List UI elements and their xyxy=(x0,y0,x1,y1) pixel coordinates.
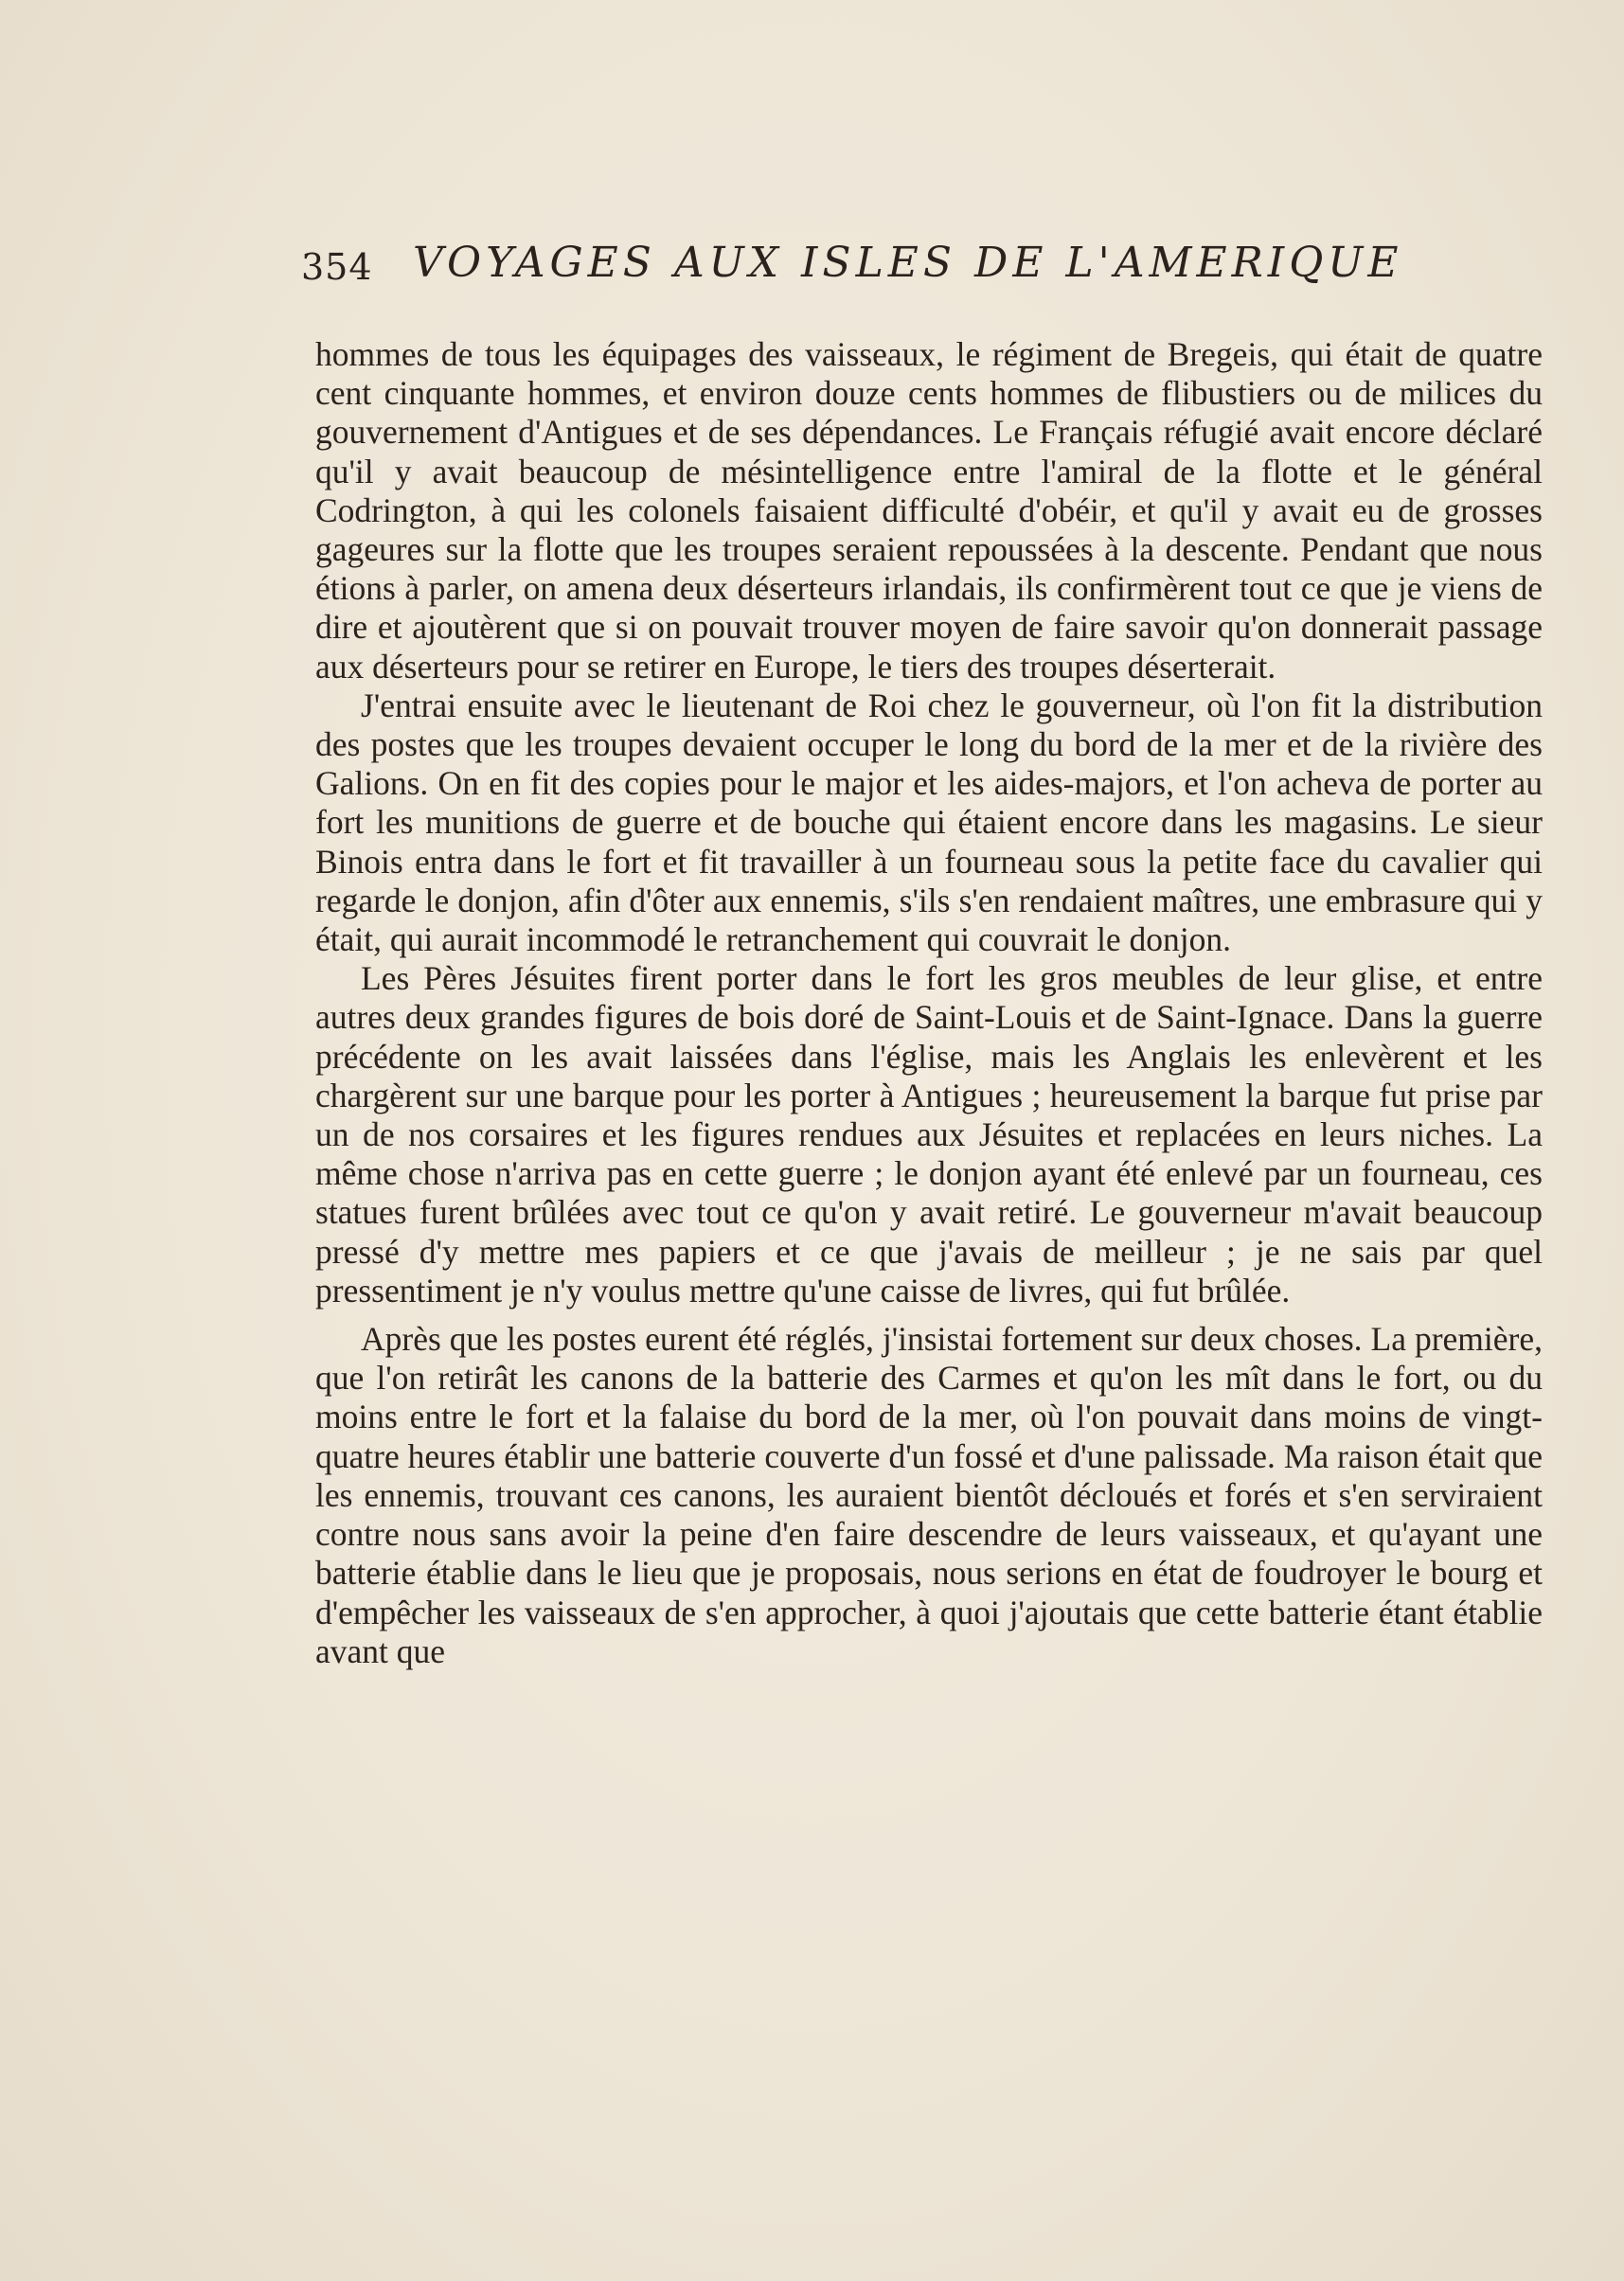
paragraph-4: Après que les postes eurent été réglés, j'insistai fortement sur deux choses. La première, que l'on retirât les canons de la batterie des Carmes et qu'on les mît dans le fort, ou du moins entre le fort et la falaise du bord de la mer, où l'on pouvait dans moins de vingt-quatre heures établir une batterie couverte d'un fossé et d'une palissade. Ma raison était que les ennemis, trouvant ces canons, les auraient bientôt décloués et forés et s'en serviraient contre nous sans avoir la peine d'en faire descendre de leurs vaisseaux, et qu'ayant une batterie établie dans le lieu que je proposais, nous serions en état de foudroyer le bourg et d'empêcher les vaisseaux de s'en approcher, à quoi j'ajoutais que cette batterie étant établie avant que xyxy=(315,1320,1543,1670)
paragraph-3: Les Pères Jésuites firent porter dans le fort les gros meubles de leur glise, et entre autres deux grandes figures de bois doré de Saint-Louis et de Saint-Ignace. Dans la guerre précédente on les avait laissées dans l'église, mais les Anglais les enlevèrent et les chargèrent sur une barque pour les porter à Antigues ; heureusement la barque fut prise par un de nos corsaires et les figures rendues aux Jésuites et replacées en leurs niches. La même chose n'arriva pas en cette guerre ; le donjon ayant été enlevé par un fourneau, ces statues furent brûlées avec tout ce qu'on y avait retiré. Le gouverneur m'avait beaucoup pressé d'y mettre mes papiers et ce que j'avais de meilleur ; je ne sais par quel pressentiment je n'y voulus mettre qu'une caisse de livres, qui fut brûlée. xyxy=(315,959,1543,1310)
page-header xyxy=(301,239,1419,295)
body-text xyxy=(315,335,1543,1671)
paragraph-2: J'entrai ensuite avec le lieutenant de Roi chez le gouverneur, où l'on fit la distribution des postes que les troupes devaient occuper le long du bord de la mer et de la rivière des Galions. On en fit des copies pour le major et les aides-majors, et l'on acheva de porter au fort les munitions de guerre et de bouche qui étaient encore dans les magasins. Le sieur Binois entra dans le fort et fit travailler à un fourneau sous la petite face du cavalier qui regarde le donjon, afin d'ôter aux ennemis, s'ils s'en rendaient maîtres, une embrasure qui y était, qui aurait incommodé le retranchement qui couvrait le donjon. xyxy=(315,686,1543,959)
paragraph-1: hommes de tous les équipages des vaisseaux, le régiment de Bregeis, qui était de quatre cent cinquante hommes, et environ douze cents hommes de flibustiers ou de milices du gouvernement d'Antigues et de ses dépendances. Le Français réfugié avait encore déclaré qu'il y avait beaucoup de mésintelligence entre l'amiral de la flotte et le général Codrington, à qui les colonels faisaient difficulté d'obéir, et qu'il y avait eu de grosses gageures sur la flotte que les troupes seraient repoussées à la descente. Pendant que nous étions à parler, on amena deux déserteurs irlandais, ils confirmèrent tout ce que je viens de dire et ajoutèrent que si on pouvait trouver moyen de faire savoir qu'on donnerait passage aux déserteurs pour se retirer en Europe, le tiers des troupes déserterait. xyxy=(315,335,1543,686)
running-title: VOYAGES AUX ISLES DE L'AMERIQUE xyxy=(413,239,1403,287)
page-number: 354 xyxy=(301,246,373,288)
